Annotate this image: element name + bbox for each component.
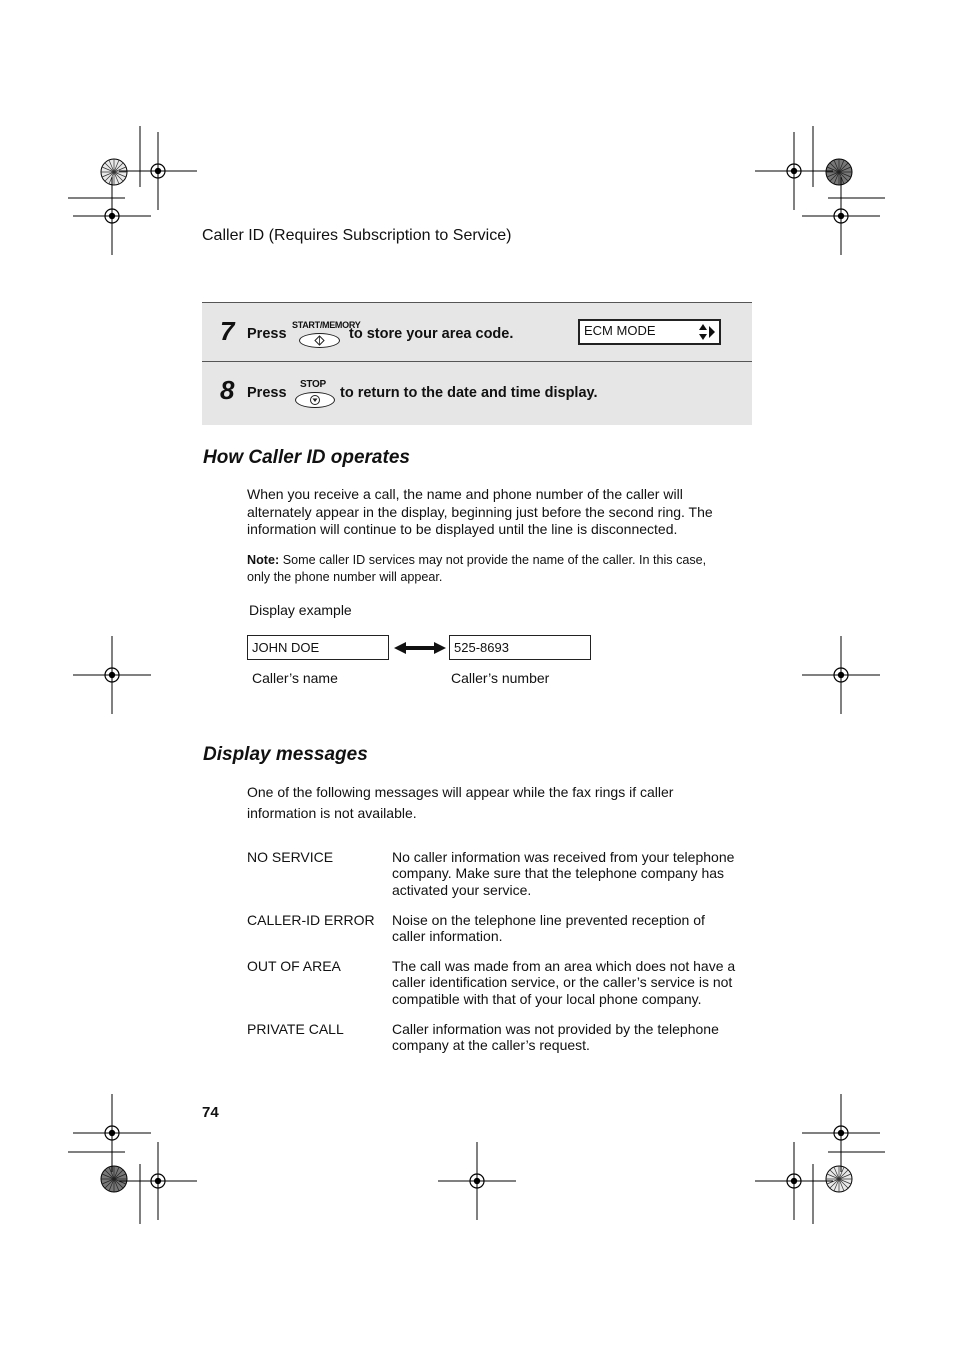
stop-key	[295, 392, 335, 408]
name-display	[247, 635, 389, 660]
description-line: compatible with that of your local phone company.	[392, 990, 702, 1007]
message-description	[392, 958, 744, 1007]
note-line: only the phone number will appear.	[247, 570, 443, 584]
description-line: company at the caller’s request.	[392, 1037, 590, 1054]
paragraph-line: alternately appear in the display, beginning just before the second ring. The	[247, 503, 713, 520]
step-8	[202, 361, 752, 426]
display-text: ECM MODE	[584, 323, 656, 338]
press-label: Press	[247, 326, 287, 342]
note-label: Note:	[247, 553, 280, 567]
message-description	[392, 849, 744, 898]
note-line: Some caller ID services may not provide the name of the caller. In this case,	[282, 553, 707, 567]
description-line: company. Make sure that the telephone company has	[392, 865, 725, 882]
description-line: caller information.	[392, 928, 503, 945]
step-number: 8	[220, 375, 235, 405]
stop-icon	[296, 393, 334, 407]
scroll-arrows-icon	[698, 323, 716, 341]
double-arrow-icon	[394, 641, 446, 655]
running-head: Caller ID (Requires Subscription to Service)	[202, 227, 512, 244]
step-8-text: to return to the date and time display.	[340, 385, 598, 401]
callers-number-caption: Caller’s number	[451, 670, 550, 686]
how-caller-id-paragraph	[247, 486, 747, 539]
intro-line: One of the following messages will appear while the fax rings if caller	[247, 784, 674, 800]
message-term: PRIVATE CALL	[247, 1021, 344, 1037]
step-number: 7	[220, 316, 235, 346]
steps-box	[202, 302, 752, 425]
section-heading-display-messages: Display messages	[203, 744, 368, 765]
message-description	[392, 1021, 744, 1054]
display-name: JOHN DOE	[252, 640, 320, 655]
intro-line: information is not available.	[247, 805, 417, 821]
step-7-text: to store your area code.	[349, 326, 514, 342]
description-line: Noise on the telephone line prevented reception of	[392, 912, 705, 928]
paragraph-line: When you receive a call, the name and phone number of the caller will	[247, 486, 683, 502]
start-memory-key	[299, 333, 340, 348]
display-number: 525-8693	[454, 640, 509, 655]
stop-key-label: STOP	[300, 379, 326, 390]
description-line: activated your service.	[392, 881, 532, 898]
step-7	[202, 302, 752, 362]
message-term: NO SERVICE	[247, 849, 334, 865]
ecm-mode-display	[578, 319, 721, 345]
message-term: CALLER-ID ERROR	[247, 912, 375, 928]
page-number: 74	[202, 1104, 219, 1121]
note	[247, 552, 747, 586]
paragraph-line: information will continue to be displayed until the line is disconnected.	[247, 521, 678, 538]
description-line: The call was made from an area which does not have a	[392, 958, 736, 974]
start-memory-key-label: START/MEMORY	[292, 320, 361, 330]
description-line: No caller information was received from your telephone	[392, 849, 735, 865]
description-line: Caller information was not provided by the telephone	[392, 1021, 719, 1037]
message-description	[392, 912, 744, 945]
callers-name-caption: Caller’s name	[252, 670, 338, 686]
display-example-label: Display example	[249, 602, 352, 618]
start-diamond-icon	[300, 334, 339, 347]
number-display	[449, 635, 591, 660]
description-line: caller identification service, or the caller’s service is not	[392, 974, 733, 991]
message-term: OUT OF AREA	[247, 958, 341, 974]
section-heading-how-caller-id: How Caller ID operates	[203, 447, 410, 468]
press-label: Press	[247, 385, 287, 401]
